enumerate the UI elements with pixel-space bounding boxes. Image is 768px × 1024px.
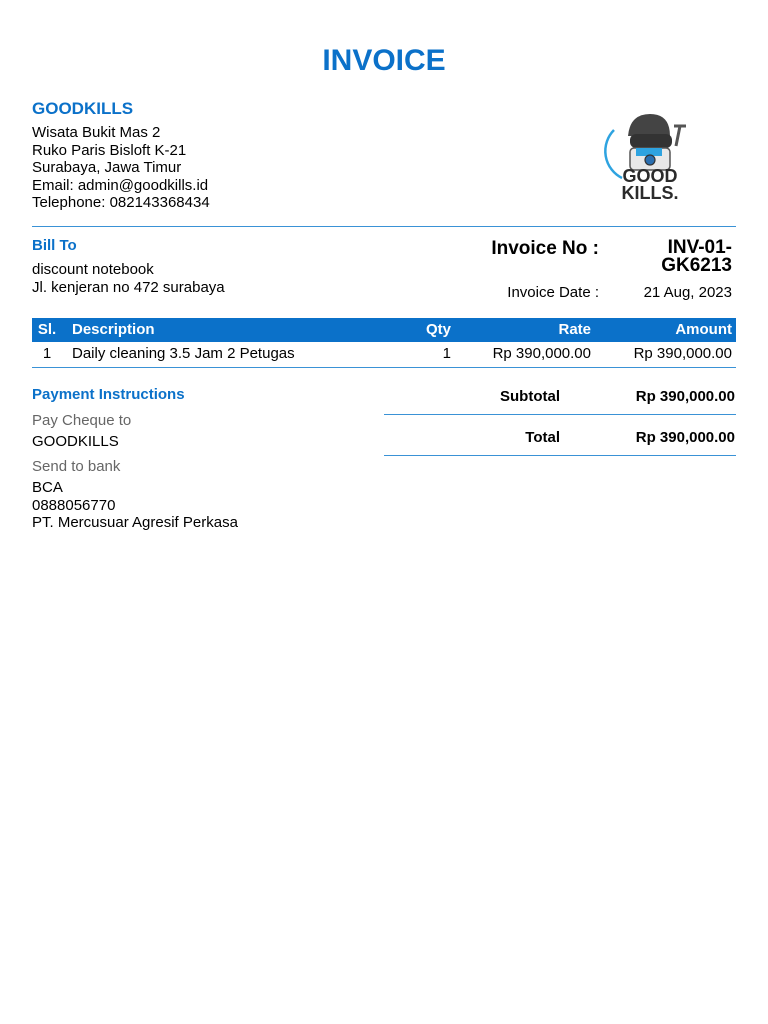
pay-cheque-to: GOODKILLS [32,433,119,450]
invoice-no-label: Invoice No : [491,238,599,259]
company-telephone: Telephone: 082143368434 [32,194,210,211]
cell-qty: 1 [442,345,451,362]
subtotal-label: Subtotal [500,388,560,405]
bill-to-label: Bill To [32,237,77,254]
header-rate: Rate [558,321,591,338]
table-divider [32,367,736,368]
logo-arc [605,130,622,178]
company-name: GOODKILLS [32,99,134,118]
pay-cheque-label: Pay Cheque to [32,412,132,429]
company-email: Email: admin@goodkills.id [32,176,209,194]
invoice-date: 21 Aug, 2023 [643,284,732,301]
address-line: Wisata Bukit Mas 2 [32,124,161,141]
total-value: Rp 390,000.00 [635,429,735,446]
logo-visor [630,134,672,148]
subtotal-divider [384,414,736,415]
header-sl: Sl. [37,321,57,338]
bank-account-number: 0888056770 [32,496,116,514]
bill-to-block [32,261,225,296]
cell-rate: Rp 390,000.00 [492,345,591,362]
cell-sl: 1 [42,345,52,362]
total-divider [384,455,736,456]
payment-instructions-label: Payment Instructions [32,386,185,403]
invoice-title: INVOICE [322,44,446,77]
logo-core [645,155,655,165]
invoice-number-line: INV-01- [667,237,732,258]
bill-to-name: discount notebook [32,261,154,278]
logo-tool [674,126,686,146]
bank-name: BCA [32,479,63,496]
total-label: Total [525,429,560,446]
company-logo [600,108,700,204]
address-line: Ruko Paris Bisloft K-21 [32,141,187,159]
logo-text-bottom: KILLS. [621,183,679,203]
subtotal-value: Rp 390,000.00 [635,388,735,405]
logo-helmet [628,114,670,136]
cell-description: Daily cleaning 3.5 Jam 2 Petugas [72,345,295,362]
header-description: Description [72,321,155,338]
header-divider [32,226,736,227]
address-line: Surabaya, Jawa Timur [32,159,182,176]
invoice-date-label: Invoice Date : [507,284,599,301]
invoice-number-line: GK6213 [661,254,732,276]
cell-amount: Rp 390,000.00 [633,345,732,362]
header-amount: Amount [675,321,732,338]
invoice-number [620,239,732,274]
bank-account-holder: PT. Mercusuar Agresif Perkasa [32,514,238,531]
table-row [32,342,736,367]
bank-details [32,479,238,532]
send-to-bank-label: Send to bank [32,458,121,475]
bill-to-address: Jl. kenjeran no 472 surabaya [32,278,225,296]
header-qty: Qty [425,321,451,338]
company-address [32,124,210,212]
items-table-header [32,318,736,342]
logo-text-top: GOOD [622,166,678,186]
